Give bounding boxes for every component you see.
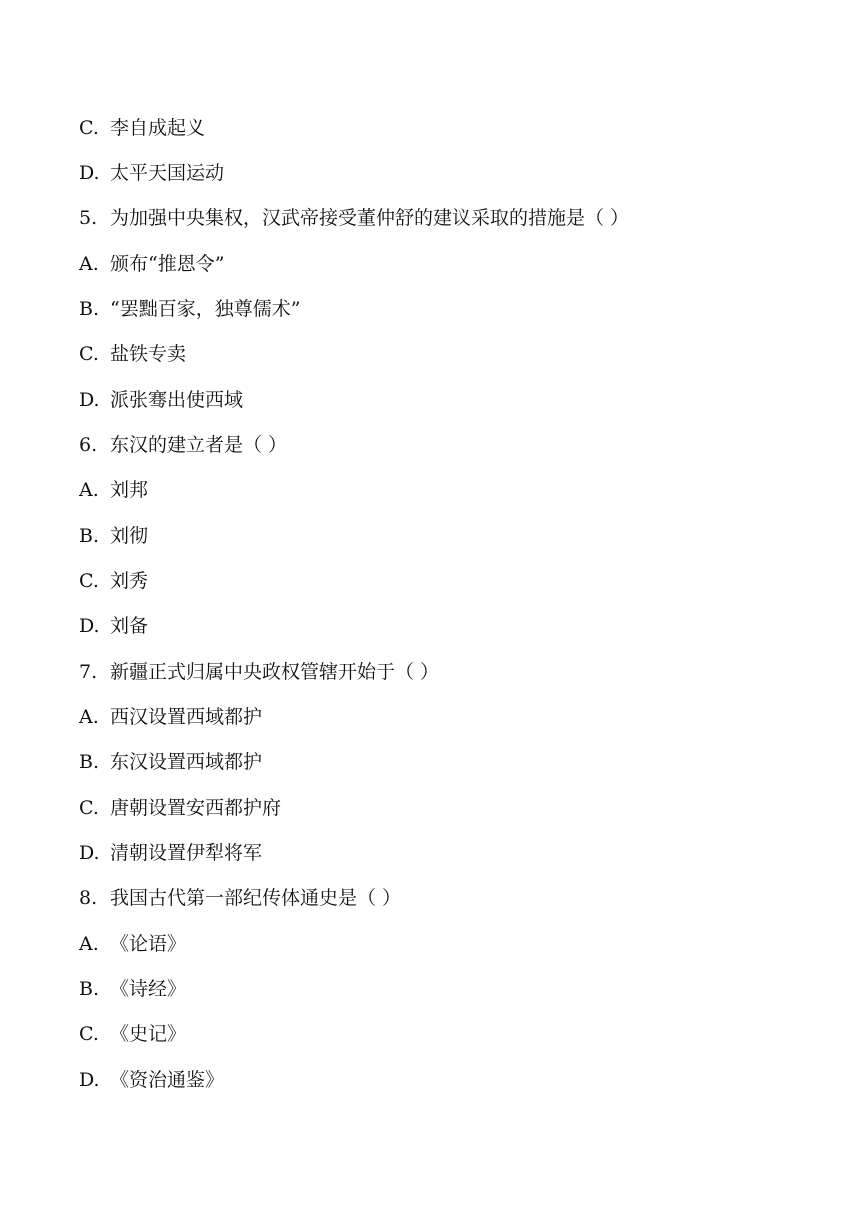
option-marker: A.	[79, 253, 99, 275]
question-text: 我国古代第一部纪传体通史是（ ）	[110, 887, 402, 909]
question-7-option-d	[79, 841, 262, 865]
question-text: 新疆正式归属中央政权管辖开始于（ ）	[110, 661, 440, 683]
question-8-option-b	[79, 977, 186, 1001]
option-marker: C.	[79, 1023, 99, 1045]
question-8-option-a	[79, 932, 186, 956]
question-number: 7.	[79, 661, 98, 683]
question-number: 6.	[79, 434, 98, 456]
question-7-option-a	[79, 705, 262, 729]
option-marker: A.	[79, 933, 99, 955]
question-7-option-b	[79, 750, 262, 774]
option-text: 盐铁专卖	[110, 343, 187, 365]
question-7	[79, 660, 439, 684]
question-6-option-c	[79, 569, 148, 593]
option-marker: C.	[79, 570, 99, 592]
option-marker: C.	[79, 117, 99, 139]
question-text: 东汉的建立者是（ ）	[110, 434, 288, 456]
question-5	[79, 206, 629, 230]
question-6-option-a	[79, 478, 148, 502]
option-marker: A.	[79, 479, 99, 501]
question-8-option-d	[79, 1068, 224, 1092]
question-6-option-d	[79, 614, 148, 638]
option-marker: D.	[79, 162, 100, 184]
option-text: 颁布“推恩令”	[110, 253, 225, 275]
option-text: 《论语》	[110, 933, 187, 955]
option-marker: B.	[79, 525, 100, 547]
option-marker: D.	[79, 389, 100, 411]
option-text: 《史记》	[110, 1023, 187, 1045]
option-text: 清朝设置伊犁将军	[110, 842, 263, 864]
option-marker: D.	[79, 1069, 100, 1091]
question-7-option-c	[79, 796, 281, 820]
option-text: 《诗经》	[110, 978, 187, 1000]
option-text: 刘秀	[110, 570, 149, 592]
question-6	[79, 433, 287, 457]
question-8-option-c	[79, 1022, 186, 1046]
option-text: 刘备	[110, 615, 149, 637]
option-text: 刘邦	[110, 479, 149, 501]
option-marker: D.	[79, 842, 100, 864]
option-text: 刘彻	[110, 525, 149, 547]
option-text: 《资治通鉴》	[110, 1069, 225, 1091]
question-5-option-a	[79, 252, 224, 276]
option-c-li-zicheng-uprising	[79, 116, 205, 140]
option-text: 派张骞出使西域	[110, 389, 244, 411]
option-marker: D.	[79, 615, 100, 637]
option-marker: C.	[79, 343, 99, 365]
question-text: 为加强中央集权，汉武帝接受董仲舒的建议采取的措施是（ ）	[110, 207, 630, 229]
question-number: 8.	[79, 887, 98, 909]
option-marker: B.	[79, 298, 100, 320]
option-marker: B.	[79, 978, 100, 1000]
option-marker: C.	[79, 797, 99, 819]
option-text: 李自成起义	[110, 117, 206, 139]
option-marker: B.	[79, 751, 100, 773]
question-number: 5.	[79, 207, 98, 229]
option-text: 西汉设置西域都护	[110, 706, 263, 728]
option-text: 唐朝设置安西都护府	[110, 797, 282, 819]
option-marker: A.	[79, 706, 99, 728]
option-d-taiping-movement	[79, 161, 224, 185]
question-6-option-b	[79, 524, 148, 548]
question-5-option-b	[79, 297, 300, 321]
question-8	[79, 886, 401, 910]
option-text: 东汉设置西域都护	[110, 751, 263, 773]
option-text: “罢黜百家，独尊儒术”	[110, 298, 301, 320]
question-5-option-d	[79, 388, 243, 412]
option-text: 太平天国运动	[110, 162, 225, 184]
question-5-option-c	[79, 342, 186, 366]
